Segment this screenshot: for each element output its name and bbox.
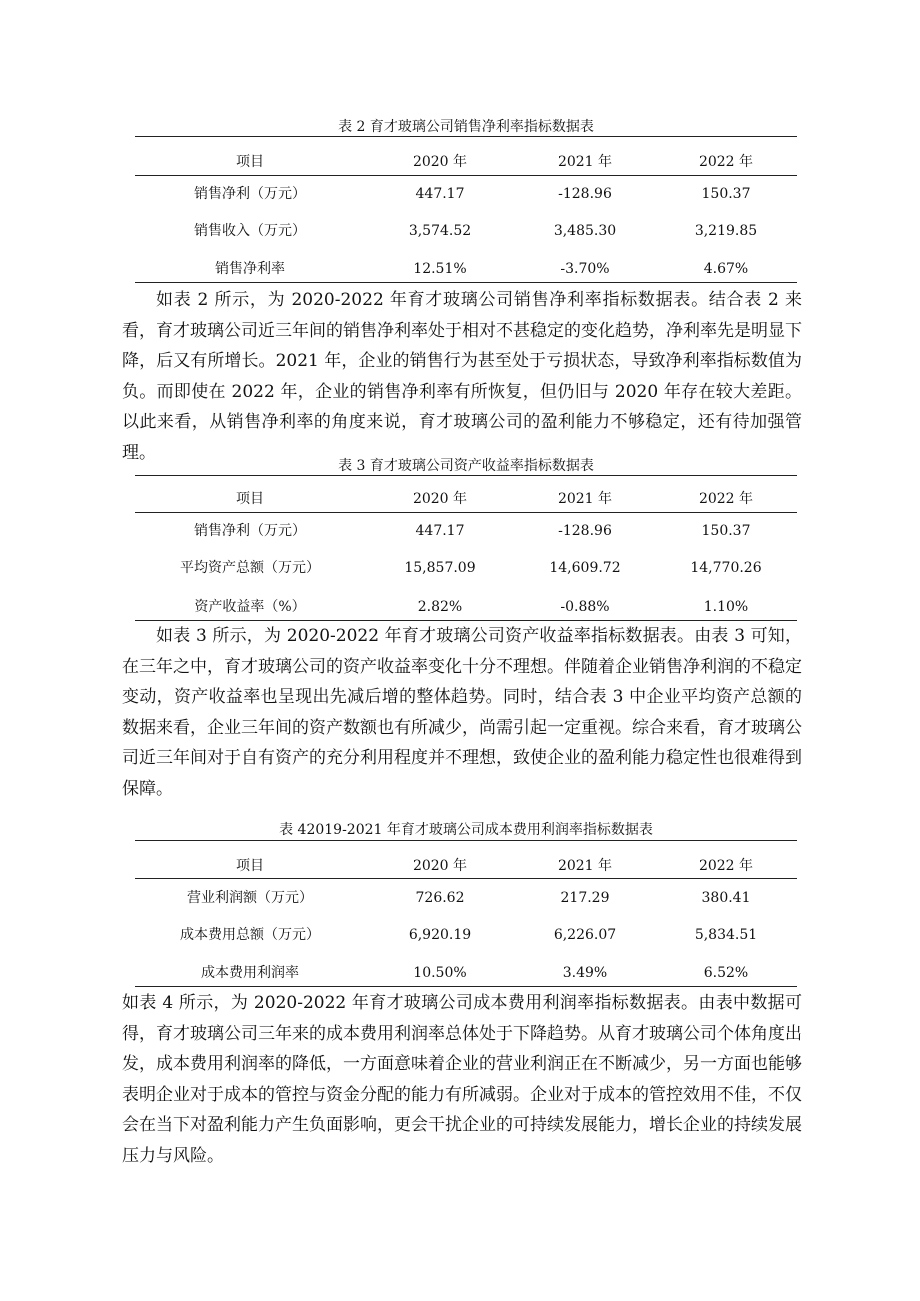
table2-r1-2022: 3,219.85 [694, 223, 758, 239]
table2-header-rule [135, 175, 797, 176]
body-paragraph-1 [122, 285, 802, 468]
table-row [135, 963, 797, 983]
table2-r2-label: 销售净利率 [215, 261, 285, 277]
table2-header-2021: 2021 年 [557, 154, 613, 170]
table3-r2-label: 资产收益率（%） [194, 599, 306, 615]
table4-r1-label: 成本费用总额（万元） [180, 927, 320, 943]
table4-header-2021: 2021 年 [557, 858, 613, 874]
table4-r0-label: 营业利润额（万元） [187, 890, 313, 906]
table4-top-rule [135, 840, 797, 841]
table4-r1-2020: 6,920.19 [408, 927, 472, 943]
table4-header-rule [135, 878, 797, 879]
table4-header-row [135, 856, 797, 876]
table3-r1-2021: 14,609.72 [549, 560, 621, 576]
table-row [135, 221, 797, 241]
paragraph-text: 如表 2 所示，为 2020-2022 年育才玻璃公司销售净利率指标数据表。结合表 2 来看，育才玻璃公司近三年间的销售净利率处于相对不甚稳定的变化趋势，净利率先是明显下降，后又有所增长。2021 年，企业的销售行为甚至处于亏损状态，导致净利率指标数值为负。而即使在 2022 年，企业的销售净利率有所恢复，但仍旧与 2020 年存在较大差距。以此来看，从销售净利率的角度来说，育才玻璃公司的盈利能力不够稳定，还有待加强管理。 [122, 290, 802, 463]
table3-r0-label: 销售净利（万元） [194, 523, 306, 539]
table2-r1-2021: 3,485.30 [553, 223, 617, 239]
table-row [135, 558, 797, 578]
table2-r2-2022: 4.67% [703, 261, 749, 277]
table4-r0-2021: 217.29 [560, 890, 610, 906]
table4-bottom-rule [135, 986, 797, 987]
table-row [135, 184, 797, 204]
table2-r0-2021: -128.96 [558, 186, 612, 202]
table3-r1-label: 平均资产总额（万元） [180, 560, 320, 576]
table4-r2-2020: 10.50% [413, 965, 467, 981]
table3-header-item: 项目 [236, 491, 264, 507]
table4-r2-2021: 3.49% [562, 965, 608, 981]
table3-r0-2020: 447.17 [415, 523, 465, 539]
paragraph-text: 如表 4 所示，为 2020-2022 年育才玻璃公司成本费用利润率指标数据表。由表中数据可得，育才玻璃公司三年来的成本费用利润率总体处于下降趋势。从育才玻璃公司个体角度出发，成本费用利润率的降低，一方面意味着企业的营业利润正在不断减少，另一方面也能够表明企业对于成本的管控与资金分配的能力有所减弱。企业对于成本的管控效用不佳，不仅会在当下对盈利能力产生负面影响，更会干扰企业的可持续发展能力，增长企业的持续发展压力与风险。 [122, 993, 802, 1166]
table-row [135, 925, 797, 945]
table4-header-2020: 2020 年 [412, 858, 468, 874]
table4-header-item: 项目 [236, 858, 264, 874]
table-row [135, 597, 797, 617]
table3-r2-2021: -0.88% [560, 599, 610, 615]
table2-header-2022: 2022 年 [698, 154, 754, 170]
table2-r0-2022: 150.37 [701, 186, 751, 202]
table3-header-2020: 2020 年 [412, 491, 468, 507]
table2-r0-label: 销售净利（万元） [194, 186, 306, 202]
table2-r0-2020: 447.17 [415, 186, 465, 202]
table2-r2-2020: 12.51% [413, 261, 467, 277]
body-paragraph-3 [122, 988, 802, 1171]
table4-r0-2022: 380.41 [701, 890, 751, 906]
table3-r2-2020: 2.82% [417, 599, 463, 615]
table3-r1-2022: 14,770.26 [690, 560, 762, 576]
table3-top-rule [135, 475, 797, 476]
table4-r2-2022: 6.52% [703, 965, 749, 981]
table3-caption: 表 3 育才玻璃公司资产收益率指标数据表 [338, 458, 594, 474]
table4-caption: 表 42019-2021 年育才玻璃公司成本费用利润率指标数据表 [279, 822, 653, 838]
table3-r1-2020: 15,857.09 [404, 560, 476, 576]
table2-bottom-rule [135, 282, 797, 283]
table4-r0-2020: 726.62 [415, 890, 465, 906]
table3-header-rule [135, 512, 797, 513]
paragraph-text: 如表 3 所示，为 2020-2022 年育才玻璃公司资产收益率指标数据表。由表 3 可知，在三年之中，育才玻璃公司的资产收益率变化十分不理想。伴随着企业销售净利润的不稳定变动，资产收益率也呈现出先减后增的整体趋势。同时，结合表 3 中企业平均资产总额的数据来看，企业三年间的资产数额也有所减少，尚需引起一定重视。综合来看，育才玻璃公司近三年间对于自有资产的充分利用程度并不理想，致使企业的盈利能力稳定性也很难得到保障。 [122, 626, 802, 799]
table-row [135, 888, 797, 908]
table3-header-row [135, 489, 797, 509]
table4-r1-2022: 5,834.51 [694, 927, 758, 943]
table-row [135, 259, 797, 279]
table2-header-item: 项目 [236, 154, 264, 170]
table2-r1-label: 销售收入（万元） [194, 223, 306, 239]
table3-r0-2021: -128.96 [558, 523, 612, 539]
table3-r0-2022: 150.37 [701, 523, 751, 539]
table2-r2-2021: -3.70% [560, 261, 610, 277]
body-paragraph-2 [122, 621, 802, 804]
table3-r2-2022: 1.10% [703, 599, 749, 615]
table4-r2-label: 成本费用利润率 [201, 965, 299, 981]
table2-header-row [135, 152, 797, 172]
table4-r1-2021: 6,226.07 [553, 927, 617, 943]
table2-top-rule [135, 136, 797, 137]
table-row [135, 521, 797, 541]
table3-header-2022: 2022 年 [698, 491, 754, 507]
table2-header-2020: 2020 年 [412, 154, 468, 170]
table4-header-2022: 2022 年 [698, 858, 754, 874]
table2-r1-2020: 3,574.52 [408, 223, 472, 239]
table3-header-2021: 2021 年 [557, 491, 613, 507]
table2-caption: 表 2 育才玻璃公司销售净利率指标数据表 [338, 119, 594, 135]
